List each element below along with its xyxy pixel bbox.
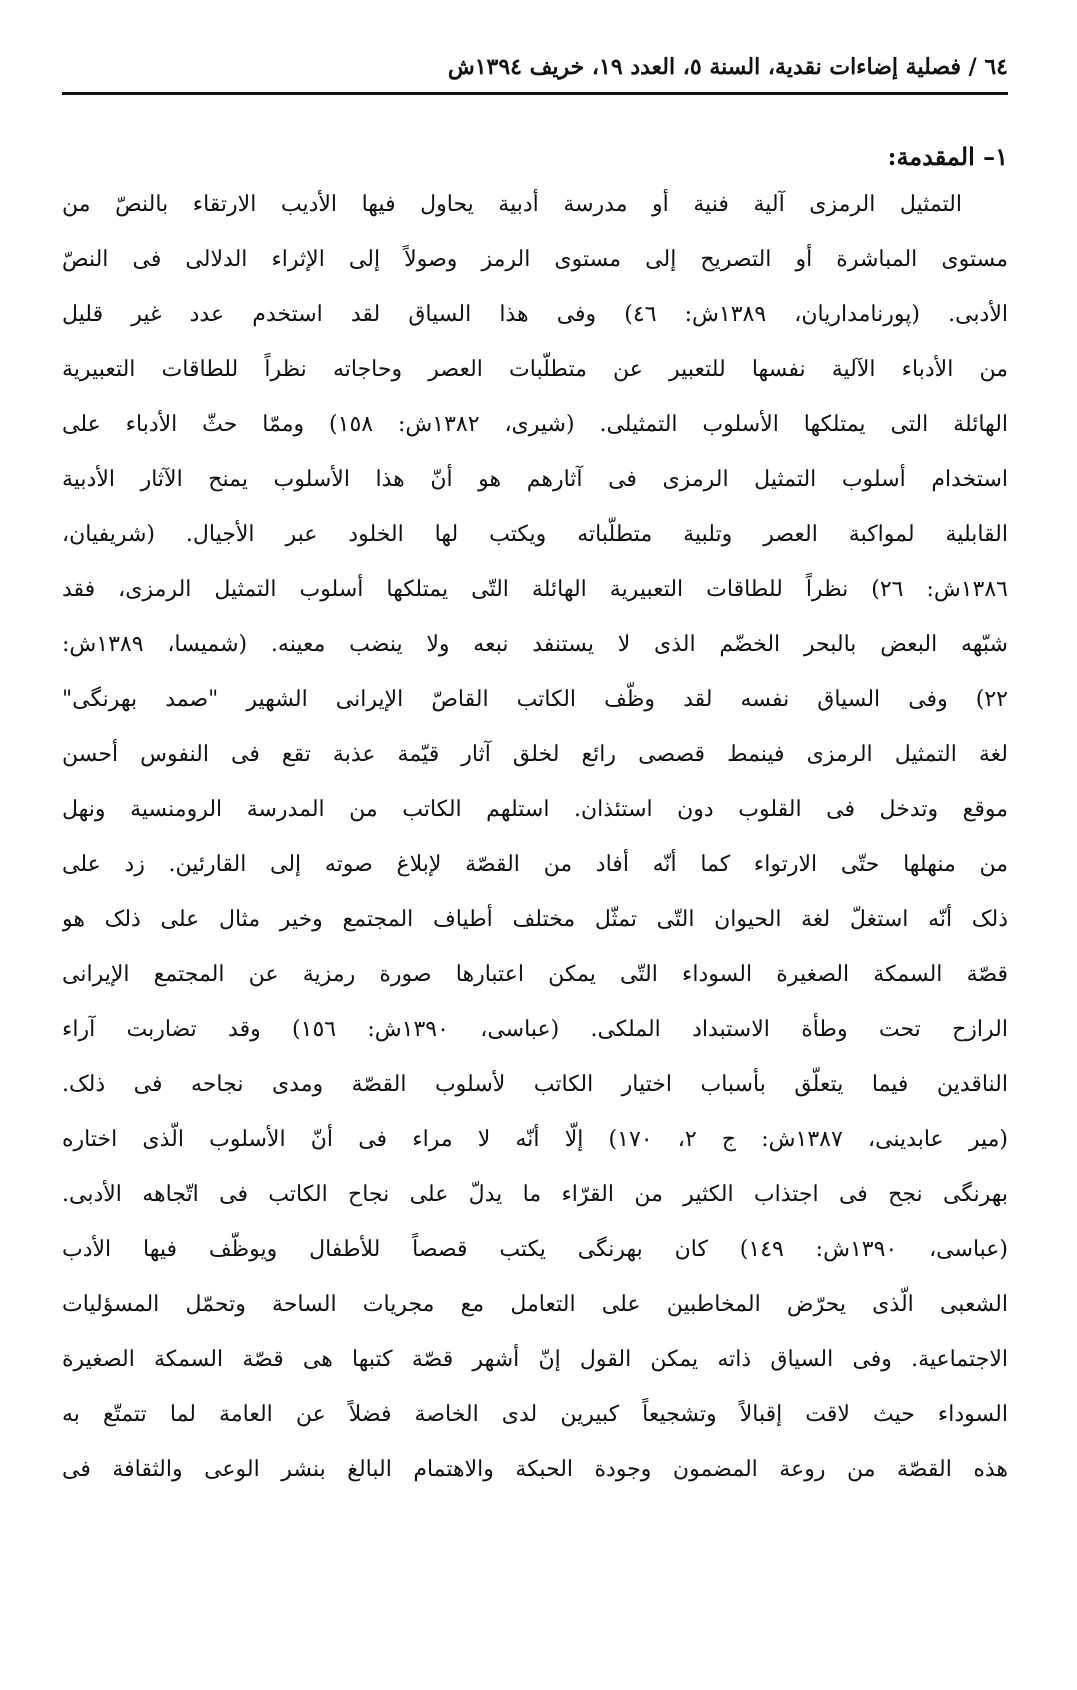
running-header-title: ٦٤ / فصلية إضاءات نقدية، السنة ٥، العدد ١٩، خريف ١٣٩٤ش — [447, 54, 1008, 80]
text-line: ذلک أنّه استغلّ لغة الحيوان التّى تمثّل مختلف أطياف المجتمع وخير مثال على ذلک هو — [62, 907, 1008, 932]
text-line: من منهلها حتّى الارتواء كما أنّه أفاد من القصّة لإبلاغ صوته إلى القارئين. زد على — [62, 852, 1008, 877]
text-line: هذه القصّة من روعة المضمون وجودة الحبكة والاهتمام البالغ بنشر الوعى والثقافة فى — [62, 1457, 1008, 1482]
text-line: من الأدباء الآلية نفسها للتعبير عن متطلّبات العصر وحاجاته نظراً للطاقات التعبيرية — [62, 357, 1008, 382]
text-line: الاجتماعية. وفى السياق ذاته يمكن القول إنّ أشهر قصّة كتبها هى قصّة السمكة الصغيرة — [62, 1347, 1008, 1372]
section-heading-text: ١– المقدمة: — [887, 142, 1008, 171]
journal-page — [62, 38, 1008, 1678]
section-heading — [62, 139, 1008, 175]
text-line: لغة التمثيل الرمزى فينمط قصصى رائع لخلق آثار قيّمة عذبة تقع فى النفوس أحسن — [62, 742, 1008, 767]
running-header — [62, 38, 1008, 90]
text-line: الرازح تحت وطأة الاستبداد الملكى. (عباسى، ١٣٩٠ش: ١٥٦) وقد تضاربت آراء — [62, 1017, 1008, 1042]
text-line: مستوى المباشرة أو التصريح إلى مستوى الرمز وصولاً إلى الإثراء الدلالى فى النصّ — [62, 247, 1008, 272]
text-line: السوداء حيث لاقت إقبالاً وتشجيعاً كبيرين لدى الخاصة فضلاً عن العامة لما تتمتّع به — [62, 1402, 1008, 1427]
text-line: استخدام أسلوب التمثيل الرمزى فى آثارهم هو أنّ هذا الأسلوب يمنح الآثار الأدبية — [62, 467, 1008, 492]
text-line: الأدبى. (پورنامداريان، ١٣٨٩ش: ٤٦) وفى هذا السياق لقد استخدم عدد غير قليل — [62, 302, 1008, 327]
text-line: قصّة السمكة الصغيرة السوداء التّى يمكن اعتبارها صورة رمزية عن المجتمع الإيرانى — [62, 962, 1008, 987]
text-line: ٢٢) وفى السياق نفسه لقد وظّف الكاتب القاصّ الإيرانى الشهير "صمد بهرنگى" — [62, 687, 1008, 712]
text-line: ١٣٨٦ش: ٢٦) نظراً للطاقات التعبيرية الهائلة التّى يمتلكها أسلوب التمثيل الرمزى، فقد — [62, 577, 1008, 602]
text-line: الشعبى الّذى يحرّض المخاطبين على التعامل مع مجريات الساحة وتحمّل المسؤليات — [62, 1292, 1008, 1317]
text-line: موقع وتدخل فى القلوب دون استئذان. استلهم الكاتب من المدرسة الرومنسية ونهل — [62, 797, 1008, 822]
text-line: بهرنگى نجح فى اجتذاب الكثير من القرّاء ما يدلّ على نجاح الكاتب فى اتّجاهه الأدبى. — [62, 1182, 1008, 1207]
text-line: (مير عابدينى، ١٣٨٧ش: ج ٢، ١٧٠) إلّا أنّه لا مراء فى أنّ الأسلوب الّذى اختاره — [62, 1127, 1008, 1152]
text-line: التمثيل الرمزى آلية فنية أو مدرسة أدبية يحاول فيها الأديب الارتقاء بالنصّ من — [62, 192, 962, 217]
body-paragraph — [62, 177, 1008, 1497]
text-line: شبّهه البعض بالبحر الخضّم الذى لا يستنفد نبعه ولا ينضب معينه. (شميسا، ١٣٨٩ش: — [62, 632, 1008, 657]
text-line: القابلية لمواكبة العصر وتلبية متطلّباته ويكتب لها الخلود عبر الأجيال. (شريفيان، — [62, 522, 1008, 547]
text-line: الناقدين فيما يتعلّق بأسباب اختيار الكاتب لأسلوب القصّة ومدى نجاحه فى ذلک. — [62, 1072, 1008, 1097]
text-line: (عباسى، ١٣٩٠ش: ١٤٩) كان بهرنگى يكتب قصصاً للأطفال ويوظّف فيها الأدب — [62, 1237, 1008, 1262]
header-divider — [62, 92, 1008, 95]
text-line: الهائلة التى يمتلكها الأسلوب التمثيلى. (شيرى، ١٣٨٢ش: ١٥٨) وممّا حثّ الأدباء على — [62, 412, 1008, 437]
